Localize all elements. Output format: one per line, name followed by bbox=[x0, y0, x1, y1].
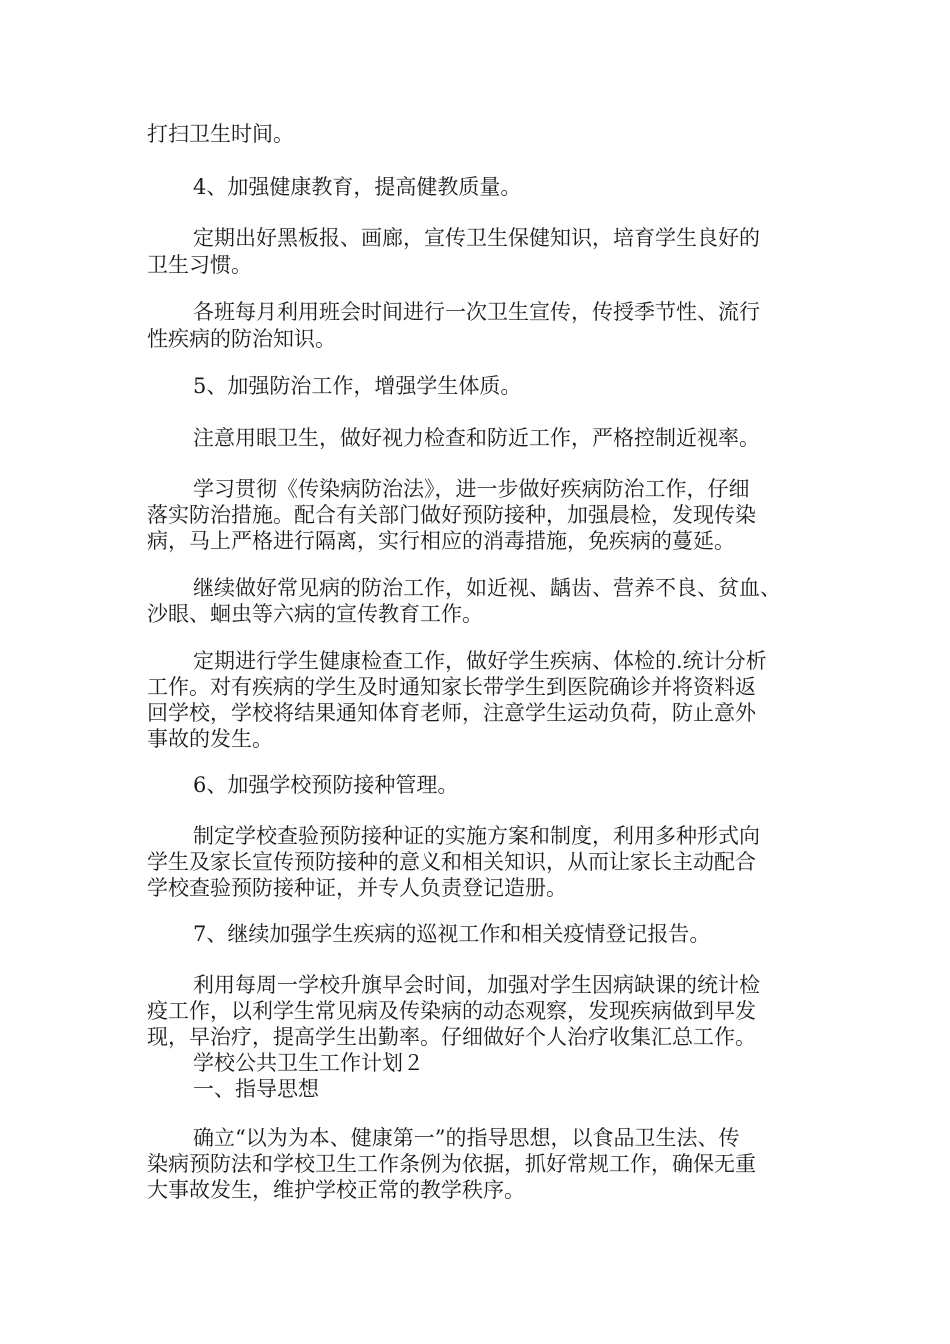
paragraph-text: 落实防治措施。配合有关部门做好预防接种，加强晨检，发现传染 bbox=[147, 503, 756, 527]
paragraph-text: 疫工作，以利学生常见病及传染病的动态观察，发现疾病做到早发 bbox=[147, 999, 756, 1023]
paragraph-text: 回学校，学校将结果通知体育老师，注意学生运动负荷，防止意外 bbox=[147, 701, 756, 725]
paragraph-text: 注意用眼卫生，做好视力检查和防近工作，严格控制近视率。 bbox=[193, 426, 760, 450]
paragraph-text: 工作。对有疾病的学生及时通知家长带学生到医院确诊并将资料返 bbox=[147, 675, 756, 699]
paragraph-text: 沙眼、蛔虫等六病的宣传教育工作。 bbox=[147, 602, 483, 626]
paragraph-text: 卫生习惯。 bbox=[147, 253, 252, 277]
paragraph-text: 确立“以为为本、健康第一”的指导思想，以食品卫生法、传 bbox=[193, 1126, 740, 1150]
paragraph-text: 定期进行学生健康检查工作，做好学生疾病、体检的.统计分析 bbox=[193, 649, 767, 673]
paragraph-text: 继续做好常见病的防治工作，如近视、龋齿、营养不良、贫血、 bbox=[193, 576, 781, 600]
paragraph-text: 定期出好黑板报、画廊，宣传卫生保健知识，培育学生良好的 bbox=[193, 226, 760, 250]
paragraph-text: 病，马上严格进行隔离，实行相应的消毒措施，免疾病的蔓延。 bbox=[147, 529, 735, 553]
paragraph-text: 现，早治疗，提高学生出勤率。仔细做好个人治疗收集汇总工作。 bbox=[147, 1025, 756, 1049]
paragraph-text: 大事故发生，维护学校正常的教学秩序。 bbox=[147, 1178, 525, 1202]
paragraph-text: 学生及家长宣传预防接种的意义和相关知识，从而让家长主动配合 bbox=[147, 850, 756, 874]
section-heading-7: 7、继续加强学生疾病的巡视工作和相关疫情登记报告。 bbox=[193, 922, 711, 946]
paragraph-text: 染病预防法和学校卫生工作条例为依据，抓好常规工作，确保无重 bbox=[147, 1152, 756, 1176]
paragraph-text: 打扫卫生时间。 bbox=[147, 122, 294, 146]
plan-title: 学校公共卫生工作计划２ bbox=[193, 1051, 424, 1075]
paragraph-text: 性疾病的防治知识。 bbox=[147, 327, 336, 351]
paragraph-text: 制定学校查验预防接种证的实施方案和制度，利用多种形式向 bbox=[193, 824, 760, 848]
paragraph-text: 事故的发生。 bbox=[147, 727, 273, 751]
section-heading-4: 4、加强健康教育，提高健教质量。 bbox=[193, 175, 522, 199]
section-heading-5: 5、加强防治工作，增强学生体质。 bbox=[193, 374, 522, 398]
paragraph-text: 利用每周一学校升旗早会时间，加强对学生因病缺课的统计检 bbox=[193, 973, 760, 997]
section-heading-guiding-thought: 一、指导思想 bbox=[193, 1077, 319, 1101]
paragraph-text: 学校查验预防接种证，并专人负责登记造册。 bbox=[147, 876, 567, 900]
paragraph-text: 各班每月利用班会时间进行一次卫生宣传，传授季节性、流行 bbox=[193, 300, 760, 324]
paragraph-text: 学习贯彻《传染病防治法》，进一步做好疾病防治工作，仔细 bbox=[193, 477, 750, 501]
section-heading-6: 6、加强学校预防接种管理。 bbox=[193, 773, 459, 797]
